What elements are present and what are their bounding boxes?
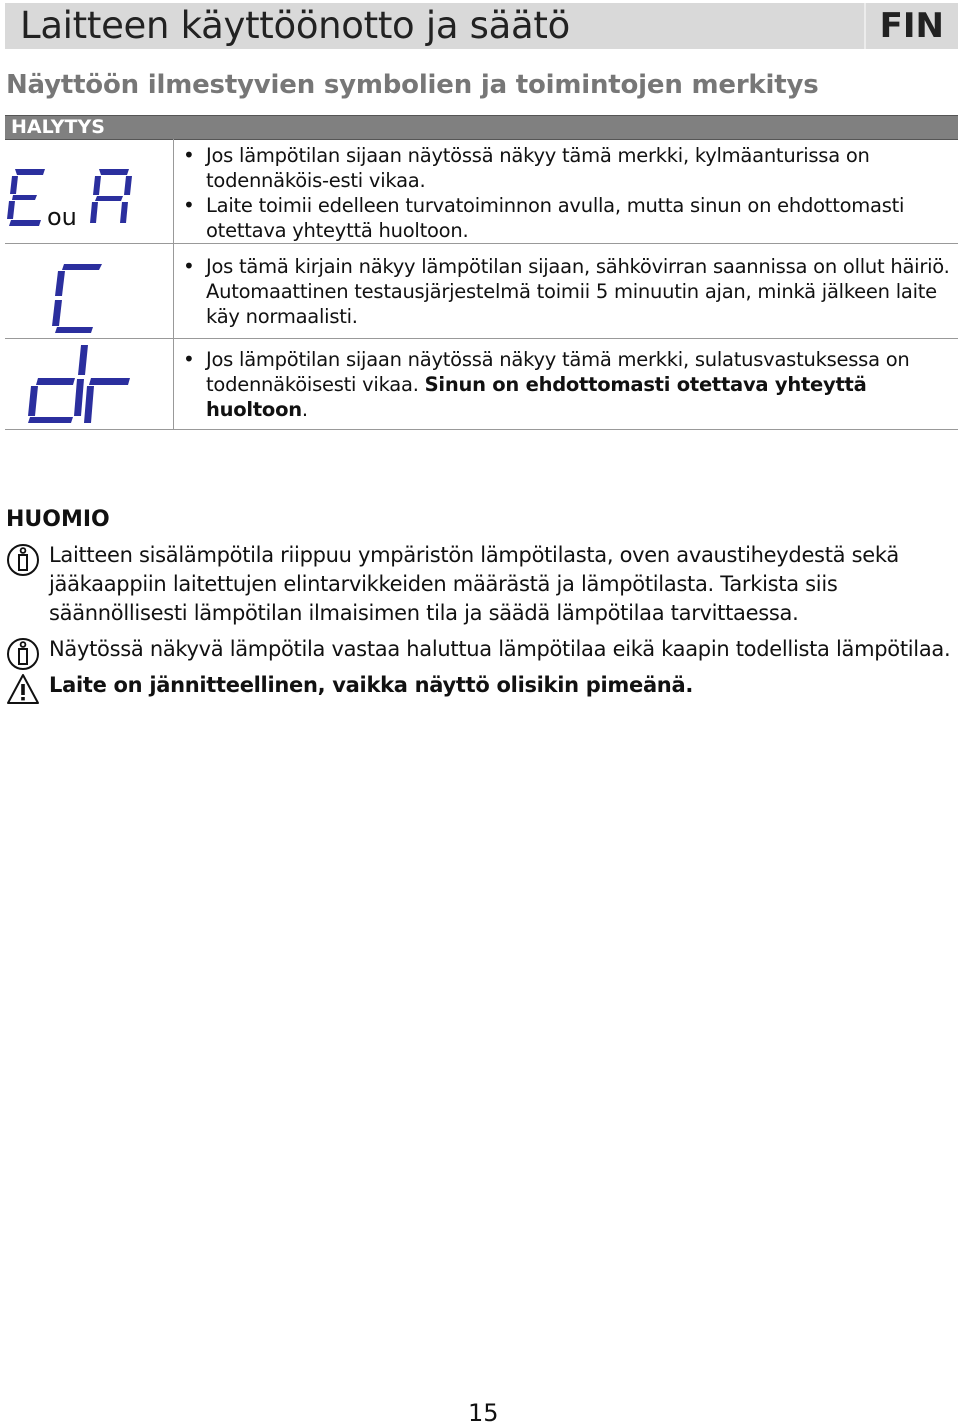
alarm-row-power <box>5 244 958 339</box>
lcd-e-a-icon <box>5 139 173 243</box>
alarm-row-sensor <box>5 139 958 244</box>
info-icon <box>6 637 40 671</box>
warning-icon <box>6 673 40 707</box>
notice-title: HUOMIO <box>6 507 110 532</box>
notice-item <box>6 541 960 628</box>
page-title: Laitteen käyttöönotto ja säätö <box>20 4 570 47</box>
language-code: FIN <box>879 6 944 46</box>
alarm-bullet: • Laite toimii edelleen turvatoiminnon avulla, mutta sinun on ehdottomasti otettava yhteyttä huoltoon. <box>174 193 958 243</box>
alarm-bullet: • Jos lämpötilan sijaan näytössä näkyy tämä merkki, kylmäanturissa on todennäköis-esti vikaa. <box>174 143 958 193</box>
notice-text: Laitteen sisälämpötila riippuu ympäristön lämpötilasta, oven avaustiheydestä sekä jääkaappiin laitettujen elintarvikkeiden määrästä ja lämpötilasta. Tarkista siis säännöllisesti lämpötilan ilmaisimen tila ja säädä lämpötilaa tarvittaessa. <box>49 543 899 625</box>
alarm-bullet: • Jos lämpötilan sijaan näytössä näkyy tämä merkki, sulatusvastuksessa on todennäköisesti vikaa. Sinun on ehdottomasti otettava yhteyttä huoltoon. <box>174 347 958 422</box>
page-number: 15 <box>468 1399 499 1427</box>
symbol-separator: ou <box>47 203 77 231</box>
service-warning: Sinun on ehdottomasti otettava yhteyttä huoltoon <box>206 373 867 421</box>
alarm-table <box>5 139 958 430</box>
alarm-section-label: HALYTYS <box>11 116 105 138</box>
notice-text: Näytössä näkyvä lämpötila vastaa haluttua lämpötilaa eikä kaapin todellista lämpötilaa. <box>49 637 951 661</box>
alarm-bullet: • Jos tämä kirjain näkyy lämpötilan sijaan, sähkövirran saannissa on ollut häiriö. Automaattinen testausjärjestelmä toimii 5 minuutin ajan, minkä jälkeen laite käy normaalisti. <box>174 254 958 329</box>
notice-text: Laite on jännitteellinen, vaikka näyttö olisikin pimeänä. <box>49 673 694 697</box>
lcd-dr-icon <box>5 339 173 429</box>
header-divider <box>864 3 866 49</box>
section-subtitle: Näyttöön ilmestyvien symbolien ja toimintojen merkitys <box>6 70 819 100</box>
lcd-symbol-c <box>5 244 174 338</box>
lcd-symbol-e-or-a <box>5 139 174 243</box>
notice-item <box>6 671 960 700</box>
notice-item <box>6 635 960 664</box>
lcd-c-icon <box>5 244 173 338</box>
lcd-symbol-dr <box>5 339 174 429</box>
page-header <box>5 3 958 49</box>
info-icon <box>6 543 40 577</box>
alarm-row-defrost <box>5 339 958 430</box>
alarm-section-bar <box>5 115 958 140</box>
